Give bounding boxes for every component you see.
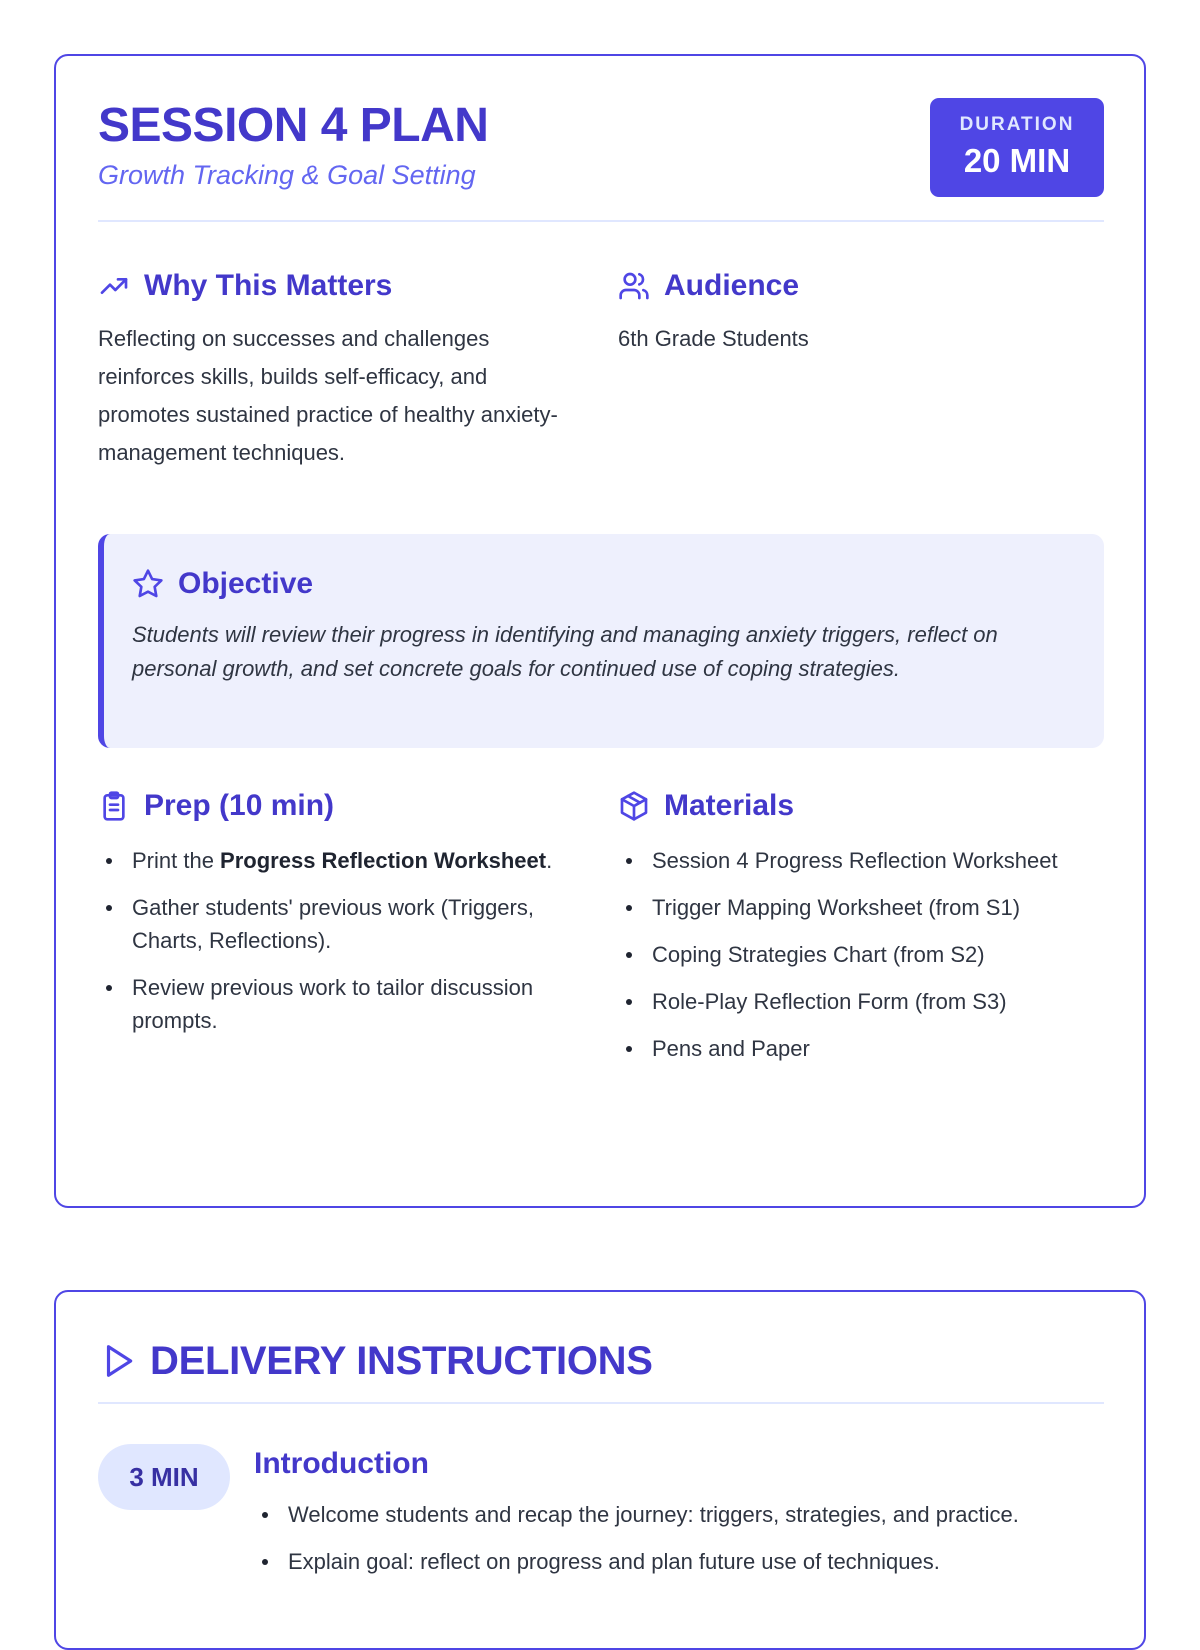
step-introduction <box>254 1444 1074 1592</box>
plan-header <box>98 98 1104 228</box>
step-time-badge: 3 MIN <box>98 1444 230 1510</box>
audience-body: 6th Grade Students <box>618 326 809 351</box>
trending-up-icon <box>98 270 130 302</box>
why-section <box>98 266 568 472</box>
list-item: Explain goal: reflect on progress and plan future use of techniques. <box>254 1545 1074 1578</box>
list-item: Welcome students and recap the journey: triggers, strategies, and practice. <box>254 1498 1074 1531</box>
audience-title: Audience <box>664 269 800 302</box>
delivery-divider <box>98 1402 1104 1404</box>
list-item: Session 4 Progress Reflection Worksheet <box>618 844 1088 877</box>
why-title: Why This Matters <box>144 269 393 302</box>
delivery-card <box>54 1290 1146 1650</box>
materials-section <box>618 786 1088 1079</box>
objective-body: Students will review their progress in identifying and managing anxiety triggers, reflect on personal growth, and set concrete goals for continued use of coping strategies. <box>132 622 998 681</box>
list-item: Print the Progress Reflection Worksheet. <box>98 844 568 877</box>
prep-title: Prep (10 min) <box>144 789 335 822</box>
users-icon <box>618 270 650 302</box>
prep-section <box>98 786 568 1051</box>
objective-title: Objective <box>178 567 314 600</box>
list-item: Trigger Mapping Worksheet (from S1) <box>618 891 1088 924</box>
list-item: Coping Strategies Chart (from S2) <box>618 938 1088 971</box>
objective-callout <box>98 534 1104 748</box>
duration-value: 20 MIN <box>963 142 1071 179</box>
step-list <box>254 1498 1074 1578</box>
why-body: Reflecting on successes and challenges reinforces skills, builds self-efficacy, and promotes sustained practice of healthy anxiety-management techniques. <box>98 326 558 465</box>
package-icon <box>618 790 650 822</box>
prep-list <box>98 844 568 1037</box>
step-title: Introduction <box>254 1447 429 1480</box>
list-item: Pens and Paper <box>618 1032 1088 1065</box>
list-item: Role-Play Reflection Form (from S3) <box>618 985 1088 1018</box>
materials-title: Materials <box>664 789 795 822</box>
page-title: SESSION 4 PLAN <box>98 99 489 152</box>
duration-badge <box>930 98 1104 197</box>
audience-section <box>618 266 1088 358</box>
delivery-header <box>98 1336 1098 1386</box>
worksheet-name: Progress Reflection Worksheet <box>220 848 547 873</box>
clipboard-icon <box>98 790 130 822</box>
page-subtitle: Growth Tracking & Goal Setting <box>98 160 476 190</box>
materials-list <box>618 844 1088 1065</box>
list-item: Review previous work to tailor discussion prompts. <box>98 971 568 1037</box>
delivery-title: DELIVERY INSTRUCTIONS <box>150 1338 653 1383</box>
play-icon <box>98 1341 138 1381</box>
duration-label: DURATION <box>959 114 1075 135</box>
session-plan-card <box>54 54 1146 1208</box>
list-item: Gather students' previous work (Triggers, Charts, Reflections). <box>98 891 568 957</box>
star-icon <box>132 568 164 600</box>
header-divider <box>98 220 1104 222</box>
